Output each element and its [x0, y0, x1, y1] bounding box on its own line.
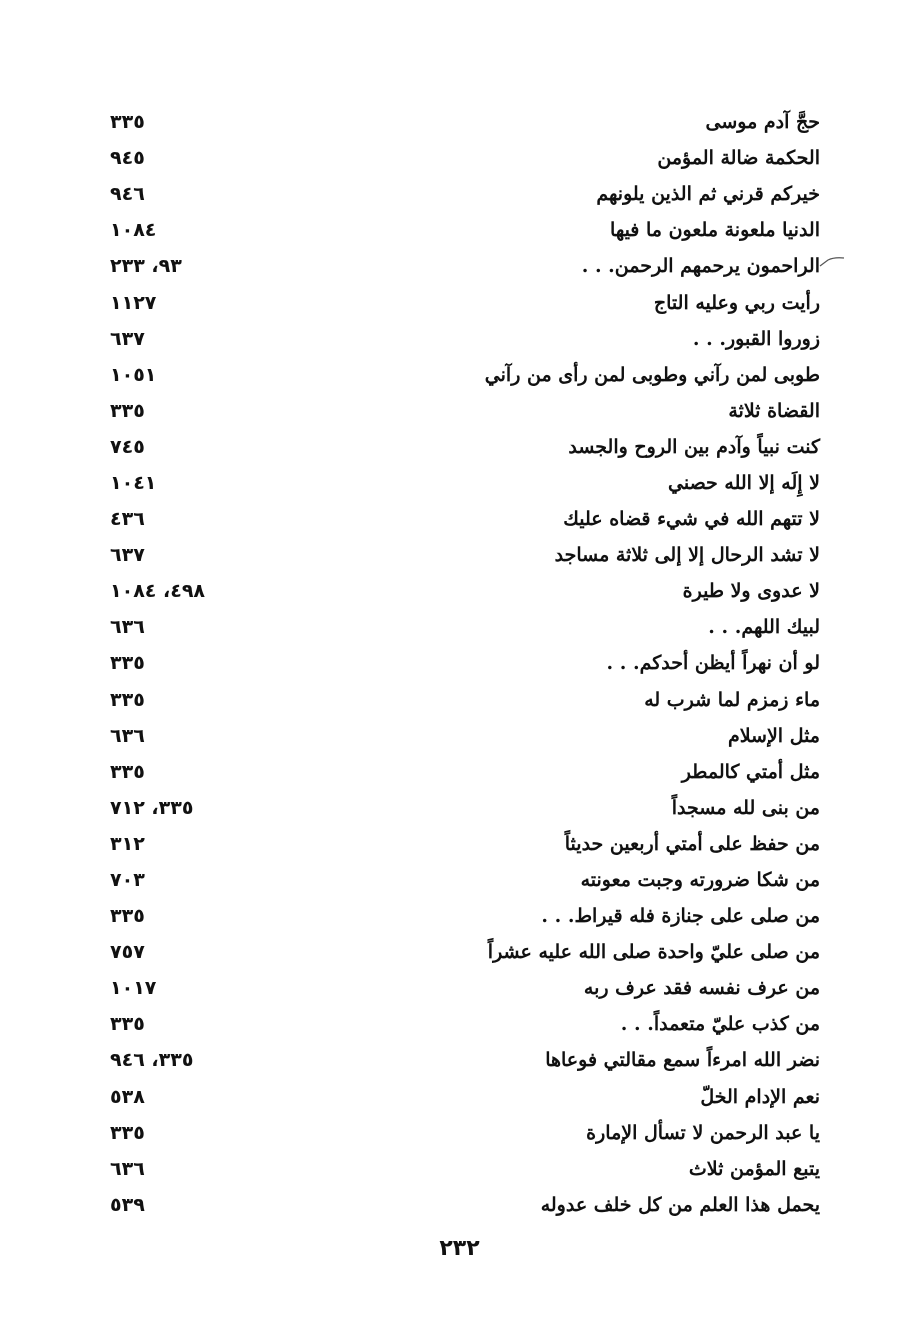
page-references: ٧٠٣ — [110, 869, 145, 892]
page-references: ٤٩٨، ١٠٨٤ — [110, 580, 206, 603]
index-entry — [80, 1006, 840, 1042]
page-references: ٩٣، ٢٣٣ — [110, 255, 182, 278]
page-references: ٦٣٦ — [110, 616, 145, 639]
hadith-text: من صلى عليّ واحدة صلى الله عليه عشراً — [487, 941, 820, 964]
index-entry — [80, 1079, 840, 1115]
hadith-text: لا تشد الرحال إلا إلى ثلاثة مساجد — [554, 544, 820, 567]
hadith-text: من كذب عليّ متعمداً. . . — [620, 1013, 820, 1036]
index-entry — [80, 862, 840, 898]
index-entry — [80, 754, 840, 790]
hadith-text: لا تتهم الله في شيء قضاه عليك — [563, 508, 820, 531]
index-entry — [80, 140, 840, 176]
hadith-text: الحكمة ضالة المؤمن — [657, 147, 820, 170]
page-references: ٥٣٨ — [110, 1085, 145, 1108]
hadith-text: نضر الله امرءاً سمع مقالتي فوعاها — [545, 1049, 820, 1072]
page-references: ١٠١٧ — [110, 977, 157, 1000]
page-references: ٧٤٥ — [110, 435, 145, 458]
hadith-text: مثل الإسلام — [727, 724, 820, 747]
page-number: ٢٣٢ — [439, 1236, 480, 1261]
page-references: ٧٥٧ — [110, 941, 145, 964]
index-entry — [80, 537, 840, 573]
page-references: ١٠٥١ — [110, 363, 157, 386]
index-entry — [80, 898, 840, 934]
index-entry — [80, 248, 840, 284]
hadith-text: لو أن نهراً أيظن أحدكم. . . — [606, 652, 820, 675]
index-entry — [80, 284, 840, 320]
index-entry — [80, 1042, 840, 1078]
page-references: ٣٣٥ — [110, 905, 145, 928]
index-entry — [80, 212, 840, 248]
index-entry — [80, 429, 840, 465]
hadith-text: كنت نبياً وآدم بين الروح والجسد — [568, 435, 820, 458]
index-entry — [80, 970, 840, 1006]
hadith-text: لا عدوى ولا طيرة — [682, 580, 820, 603]
page-references: ٣٣٥ — [110, 688, 145, 711]
index-entry — [80, 826, 840, 862]
index-entry — [80, 790, 840, 826]
page-references: ٣٣٥ — [110, 1121, 145, 1144]
hadith-text: لا إِلَه إلا الله حصني — [668, 471, 820, 494]
page-references: ٦٣٦ — [110, 724, 145, 747]
page-references: ٩٤٦ — [110, 183, 145, 206]
hadith-text: من بنى لله مسجداً — [671, 796, 820, 819]
hadith-text: من عرف نفسه فقد عرف ربه — [583, 977, 820, 1000]
index-entry — [80, 104, 840, 140]
index-entry — [80, 609, 840, 645]
hadith-text: نعم الإدام الخلّ — [700, 1085, 820, 1108]
hadith-text: ماء زمزم لما شرب له — [644, 688, 820, 711]
hadith-text: يا عبد الرحمن لا تسأل الإمارة — [586, 1121, 820, 1144]
hadith-text: طوبى لمن رآني وطوبى لمن رأى من رآني — [484, 363, 820, 386]
page-references: ١١٢٧ — [110, 291, 157, 314]
page-references: ١٠٨٤ — [110, 219, 157, 242]
page-references: ٣١٢ — [110, 832, 145, 855]
hadith-text: يحمل هذا العلم من كل خلف عدوله — [540, 1193, 820, 1216]
hadith-text: حجَّ آدم موسى — [705, 111, 820, 134]
page-references: ٣٣٥، ٧١٢ — [110, 796, 194, 819]
hadith-text: زوروا القبور. . . — [692, 327, 820, 350]
hadith-text: خيركم قرني ثم الذين يلونهم — [596, 183, 820, 206]
index-entry — [80, 682, 840, 718]
index-entry — [80, 645, 840, 681]
index-entry — [80, 573, 840, 609]
index-entry — [80, 718, 840, 754]
index-entry — [80, 357, 840, 393]
index-entry — [80, 393, 840, 429]
page-references: ٤٣٦ — [110, 508, 145, 531]
hadith-text: من شكا ضرورته وجبت معونته — [580, 869, 820, 892]
hadith-text: الراحمون يرحمهم الرحمن. . . — [581, 255, 820, 278]
hadith-text: مثل أمتي كالمطر — [681, 760, 820, 783]
page-references: ٣٣٥، ٩٤٦ — [110, 1049, 194, 1072]
page-references: ٣٣٥ — [110, 1013, 145, 1036]
hadith-text: الدنيا ملعونة ملعون ما فيها — [610, 219, 820, 242]
index-entry — [80, 1187, 840, 1223]
page-references: ٦٣٧ — [110, 327, 145, 350]
page-references: ٣٣٥ — [110, 399, 145, 422]
index-entry — [80, 321, 840, 357]
page-references: ٣٣٥ — [110, 652, 145, 675]
page-references: ٣٣٥ — [110, 760, 145, 783]
page-references: ٥٣٩ — [110, 1193, 145, 1216]
index-entry — [80, 501, 840, 537]
hadith-text: القضاة ثلاثة — [728, 399, 820, 422]
page-references: ٩٤٥ — [110, 147, 145, 170]
page-references: ٦٣٦ — [110, 1157, 145, 1180]
index-entry — [80, 934, 840, 970]
hadith-text: من حفظ على أمتي أربعين حديثاً — [564, 832, 820, 855]
hadith-text: من صلى على جنازة فله قيراط. . . — [541, 905, 820, 928]
hadith-text: يتبع المؤمن ثلاث — [688, 1157, 820, 1180]
hadith-text: رأيت ربي وعليه التاج — [653, 291, 820, 314]
index-entry — [80, 176, 840, 212]
index-entry — [80, 465, 840, 501]
index-entry — [80, 1151, 840, 1187]
hadith-text: لبيك اللهم. . . — [708, 616, 820, 639]
index-entry — [80, 1115, 840, 1151]
pencil-tick-mark-icon — [818, 256, 846, 268]
page-references: ١٠٤١ — [110, 471, 157, 494]
hadith-index-list — [80, 104, 840, 1223]
page-references: ٦٣٧ — [110, 544, 145, 567]
page-references: ٣٣٥ — [110, 111, 145, 134]
